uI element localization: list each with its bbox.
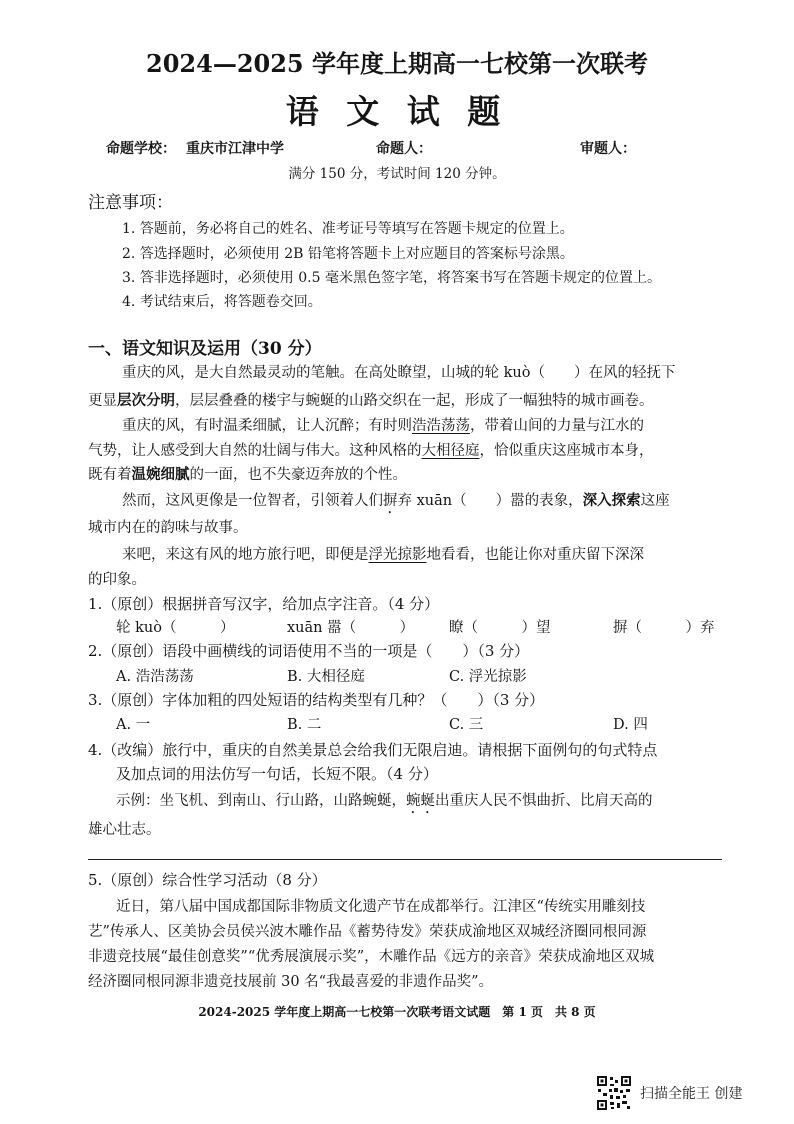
q5-passage-line: 经济圈同根同源非遗竞技展前 30 名“我最喜爱的非遗作品奖”。 <box>88 974 493 990</box>
q5-passage-line: 艺”传承人、区美协会员侯兴波木雕作品《蓄势待发》荣获成渝地区双城经济圈同根同源 <box>88 924 647 940</box>
passage-line: 重庆的风，是大自然最灵动的笔触。在高处瞭望，山城的轮 kuò（ ）在风的轻抚下 <box>122 365 676 381</box>
q3-option: B. 二 <box>287 717 322 733</box>
q4-example-cont: 雄心壮志。 <box>88 822 161 838</box>
exam-title: 2024—2025 学年度上期高一七校第一次联考 <box>146 49 648 78</box>
dotted-char: 摒 <box>383 493 398 509</box>
q5-passage-line: 非遗竞技展“最佳创意奖”“优秀展演展示奖”，木雕作品《远方的亲音》荣获成渝地区双城 <box>88 949 655 965</box>
qr-code-icon <box>596 1075 632 1111</box>
underlined-phrase: 浮光掠影 <box>368 547 427 563</box>
q1-blank: xuān 嚣（ ） <box>287 620 415 636</box>
divider-line <box>88 859 722 860</box>
q2-option: B. 大相径庭 <box>287 669 365 685</box>
passage-line: 的印象。 <box>88 572 146 588</box>
score-time-line: 满分 150 分，考试时间 120 分钟。 <box>288 166 506 182</box>
q5-passage-line: 近日，第八届中国成都国际非物质文化遗产节在成都举行。江津区“传统实用雕刻技 <box>116 899 646 915</box>
q1-blank: 摒（ ）弃 <box>613 620 715 636</box>
notice-item: 1. 答题前，务必将自己的姓名、准考证号等填写在答题卡规定的位置上。 <box>122 221 574 237</box>
passage-line: 气势，让人感受到大自然的壮阔与伟大。这种风格的大相径庭，恰似重庆这座城市本身， <box>88 443 654 459</box>
question-2-stem: 2.（原创）语段中画横线的词语使用不当的一项是（ ）（3 分） <box>88 642 530 660</box>
scanner-watermark: 扫描全能王 创建 <box>640 1086 743 1102</box>
subject-title: 语 文 试 题 <box>285 92 509 131</box>
passage-line: 既有着温婉细腻的一面，也不失豪迈奔放的个性。 <box>88 466 407 483</box>
author-label: 命题人： <box>376 141 432 157</box>
question-5-stem: 5.（原创）综合性学习活动（8 分） <box>88 871 327 889</box>
q3-option: A. 一 <box>116 717 151 733</box>
passage-line: 重庆的风，有时温柔细腻，让人沉醉；有时则浩浩荡荡，带着山间的力量与江水的 <box>122 418 644 434</box>
q2-option: A. 浩浩荡荡 <box>116 669 194 685</box>
question-3-stem: 3.（原创）字体加粗的四处短语的结构类型有几种？（ ）（3 分） <box>88 691 545 709</box>
q4-example: 示例：坐飞机、到南山、行山路，山路蜿蜒，蜿蜒出重庆人民不惧曲折、比肩天高的 <box>116 793 653 809</box>
question-1-stem: 1.（原创）根据拼音写汉字，给加点字注音。（4 分） <box>88 595 440 613</box>
school-name: 重庆市江津中学 <box>186 141 284 157</box>
q1-blank: 瞭（ ）望 <box>449 620 551 636</box>
notice-item: 4. 考试结束后，将答题卷交回。 <box>122 294 322 310</box>
q2-option: C. 浮光掠影 <box>449 669 527 685</box>
bold-phrase: 温婉细腻 <box>131 466 190 483</box>
passage-line: 更显层次分明，层层叠叠的楼宇与蜿蜒的山路交织在一起，形成了一幅独特的城市画卷。 <box>88 392 654 409</box>
question-4-stem-cont: 及加点词的用法仿写一句话，长短不限。（4 分） <box>116 765 438 783</box>
underlined-phrase: 大相径庭 <box>421 443 480 459</box>
passage-line: 来吧，来这有风的地方旅行吧，即便是浮光掠影地看看，也能让你对重庆留下深深 <box>122 547 644 563</box>
reviewer-label: 审题人： <box>580 141 636 157</box>
page-footer: 2024-2025 学年度上期高一七校第一次联考语文试题 第 1 页 共 8 页 <box>198 1005 596 1019</box>
q3-option: D. 四 <box>613 717 648 733</box>
notice-heading: 注意事项： <box>88 193 173 213</box>
q3-option: C. 三 <box>449 717 484 733</box>
question-4-stem: 4.（改编）旅行中，重庆的自然美景总会给我们无限启迪。请根据下面例句的句式特点 <box>88 741 658 759</box>
notice-item: 3. 答非选择题时，必须使用 0.5 毫米黑色签字笔，将答案书写在答题卡规定的位置上。 <box>122 270 661 286</box>
underlined-phrase: 浩浩荡荡 <box>412 418 470 434</box>
notice-item: 2. 答选择题时，必须使用 2B 铅笔将答题卡上对应题目的答案标号涂黑。 <box>122 246 574 262</box>
dotted-word: 蜿蜒 <box>406 793 435 809</box>
passage-line: 城市内在的韵味与故事。 <box>88 520 248 536</box>
bold-phrase: 层次分明 <box>117 392 175 409</box>
section-heading: 一、语文知识及运用（30 分） <box>88 339 322 359</box>
q1-blank: 轮 kuò（ ） <box>116 620 235 636</box>
passage-line: 然而，这风更像是一位智者，引领着人们摒弃 xuān（ ）嚣的表象，深入探索这座 <box>122 492 670 509</box>
bold-phrase: 深入探索 <box>582 492 641 509</box>
school-label: 命题学校： <box>106 141 176 157</box>
